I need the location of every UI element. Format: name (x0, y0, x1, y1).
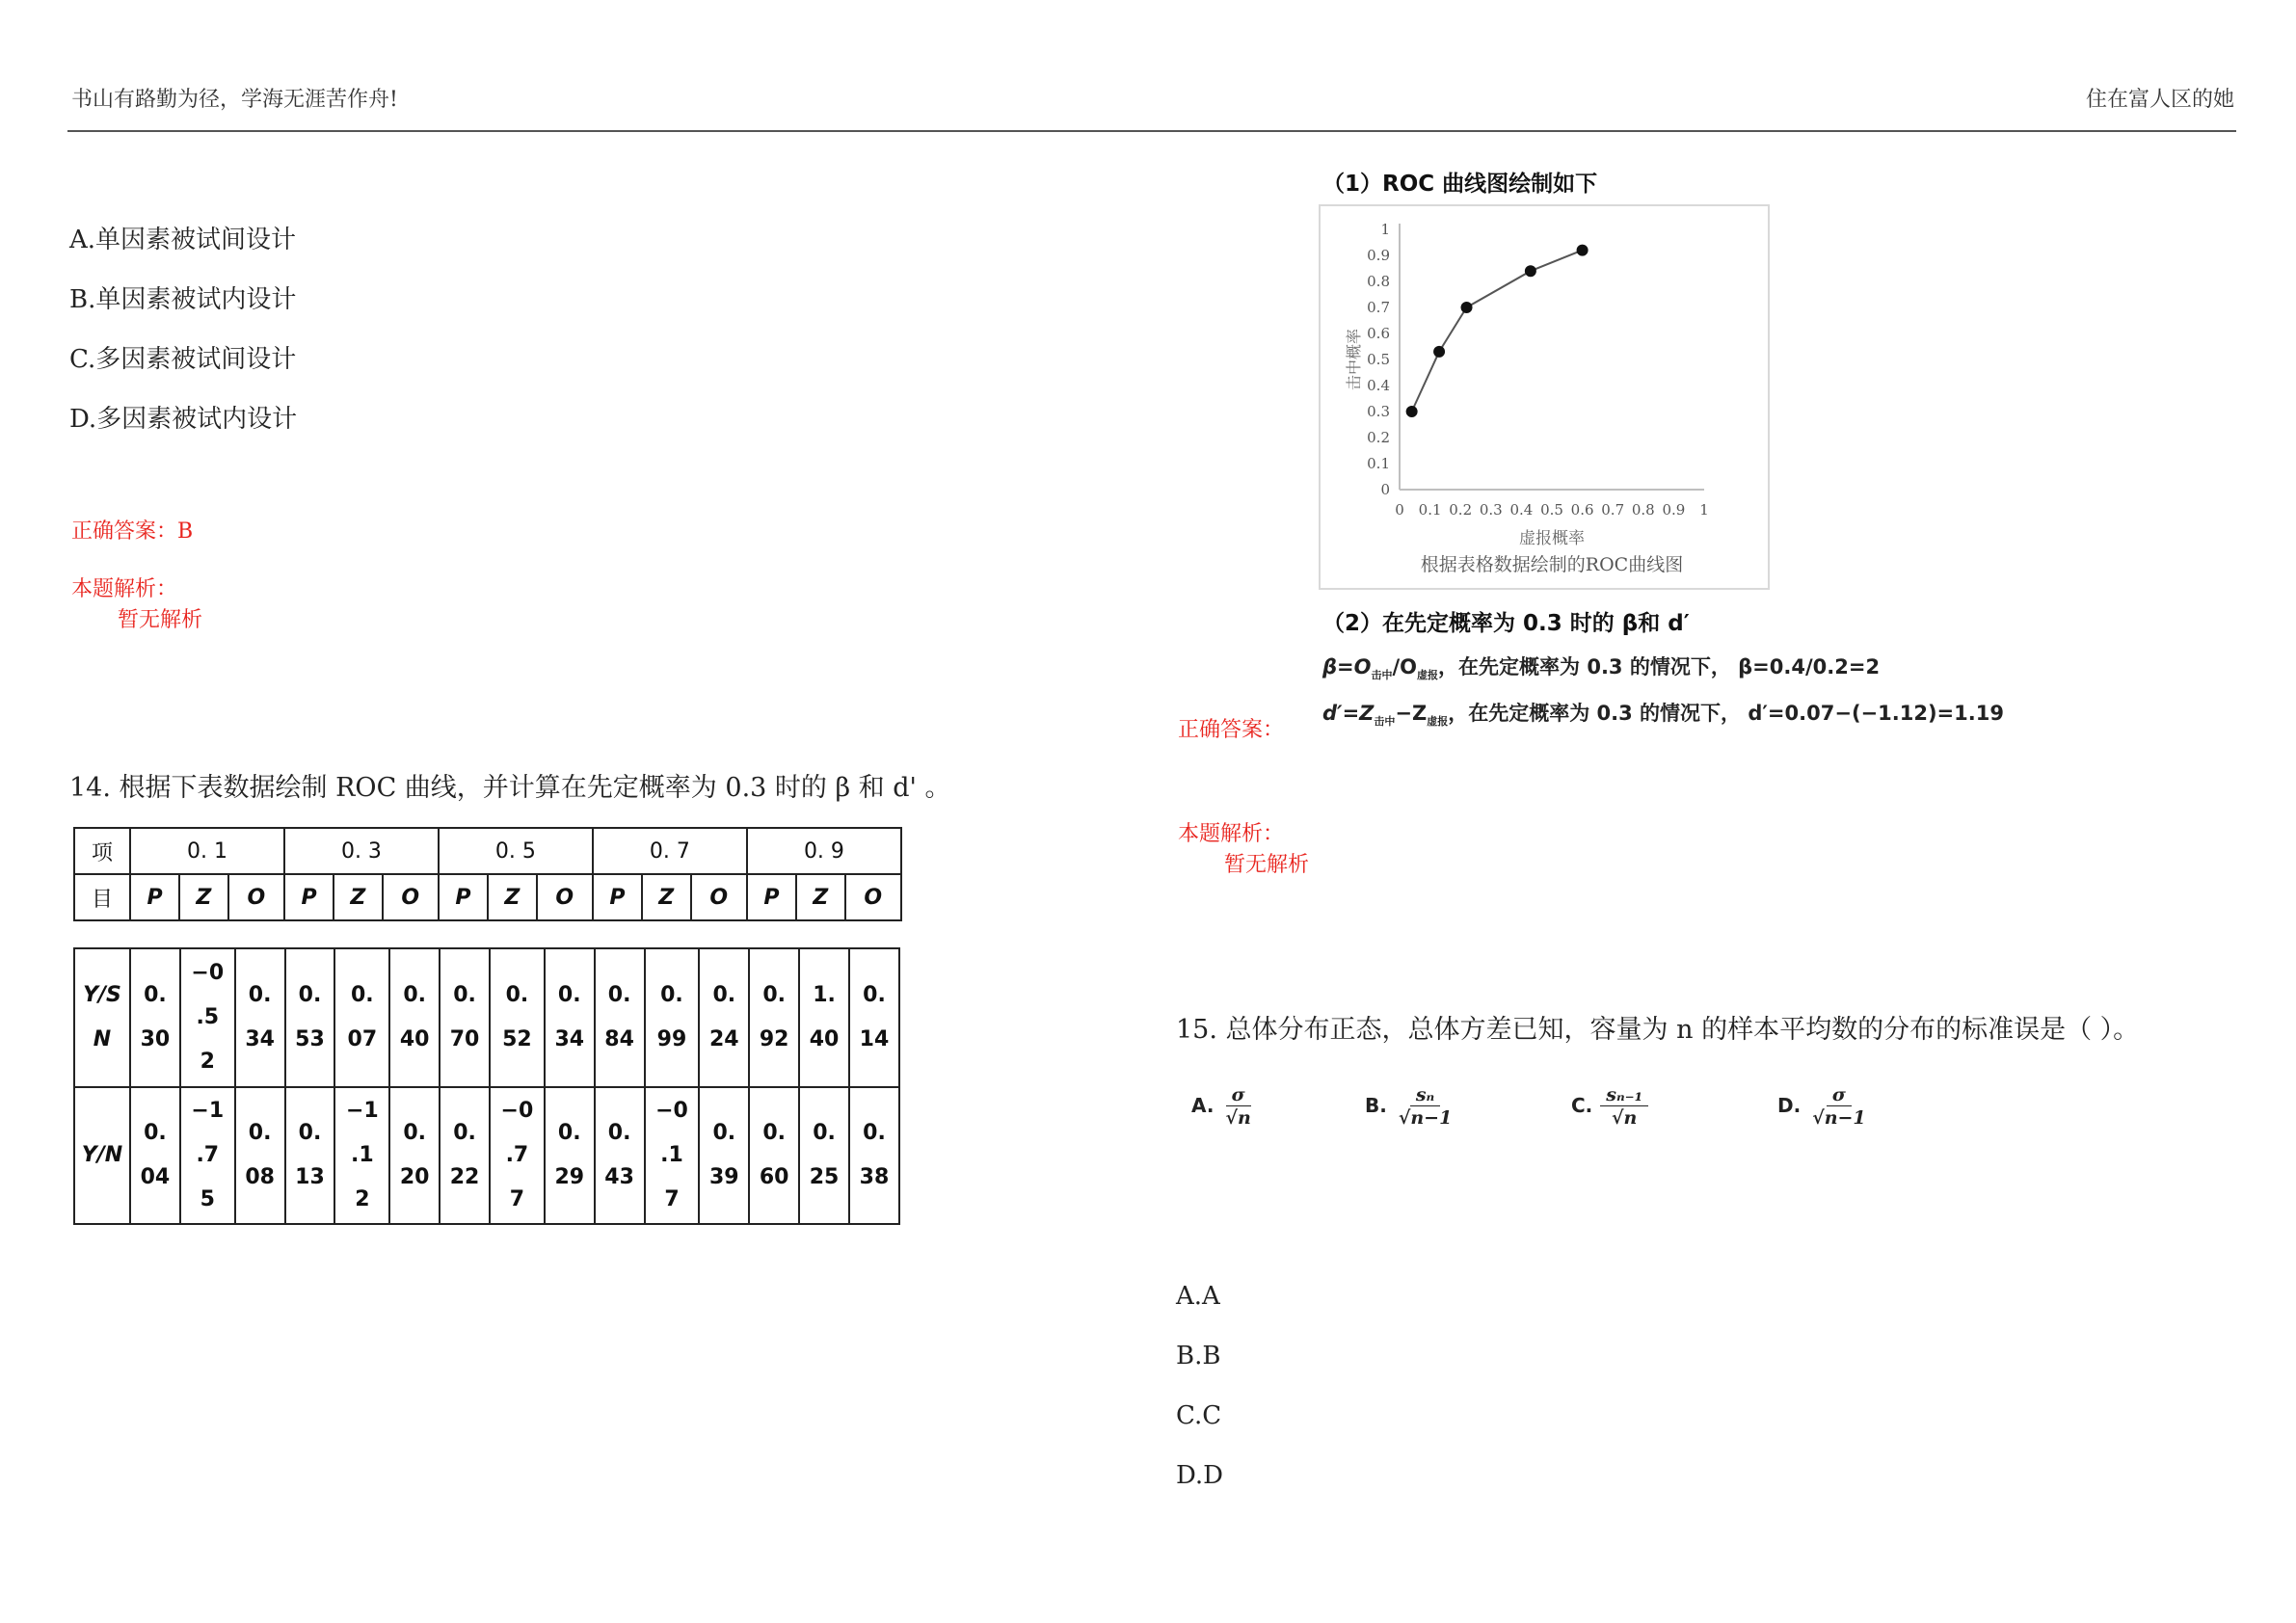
beta-formula: $\beta=O_{击中}/O_{虚报}$，在先定概率为 0.3 的情况下， β=0.4/0.2=2 (1322, 655, 1881, 682)
formula-choice-c: C. $\frac{\text{sₙ₋₁}}{√n}$ (1571, 1084, 1648, 1130)
roc-step1: （1）ROC 曲线图绘制如下 (1322, 172, 1598, 197)
data-point (1406, 406, 1418, 417)
formula-choice-a: A. $\frac{\sigma}{√n}$ (1191, 1084, 1251, 1129)
table-cell: −1 .1 2 (334, 1087, 389, 1224)
data-point (1461, 302, 1473, 313)
option-a: A.单因素被试间设计 (69, 226, 297, 254)
subcol-o: O (691, 874, 747, 920)
y-tick-label: 0.4 (1367, 377, 1390, 394)
data-point (1577, 245, 1589, 256)
roc-chart (1319, 204, 1770, 590)
subcol-z: Z (179, 874, 228, 920)
table-cell: 0. 29 (545, 1087, 595, 1224)
table-cell: 0. 25 (799, 1087, 849, 1224)
table-cell: 0. 38 (849, 1087, 899, 1224)
subcol-p: P (593, 874, 642, 920)
analysis-text: 暂无解析 (118, 608, 203, 632)
table-cell: 0. 92 (749, 948, 799, 1087)
data-table-body (73, 947, 900, 1225)
y-tick-label: 0.1 (1367, 455, 1390, 472)
table-row (74, 948, 899, 1087)
table-cell: 0. 34 (545, 948, 595, 1087)
d-prime-formula: $d'=Z_{击中}-Z_{虚报}$，在先定概率为 0.3 的情况下， d′=0.07−(−1.12)=1.19 (1322, 702, 2004, 729)
y-axis-label: 击中概率 (1345, 328, 1363, 391)
subcol-o: O (845, 874, 901, 920)
analysis-text-14: 暂无解析 (1224, 853, 1310, 877)
y-tick-label: 0.2 (1367, 429, 1390, 446)
data-point (1433, 346, 1445, 358)
row-label: Y/S N (74, 948, 130, 1087)
x-tick-label: 0.9 (1662, 501, 1686, 519)
table-cell: 0. 30 (130, 948, 180, 1087)
group-header: 0. 3 (284, 828, 439, 874)
table-cell: 0. 34 (235, 948, 285, 1087)
y-tick-label: 0.5 (1367, 351, 1390, 368)
option-d: D.多因素被试内设计 (69, 405, 298, 434)
formula-choice-b: B. $\frac{\text{sₙ}}{√n-1}$ (1365, 1084, 1453, 1129)
table-cell: 0. 39 (699, 1087, 749, 1224)
x-tick-label: 0.6 (1570, 501, 1594, 519)
table-cell: 1. 40 (799, 948, 849, 1087)
option-b: B.单因素被试内设计 (69, 285, 297, 314)
table-cell: 0. 13 (285, 1087, 335, 1224)
y-tick-label: 0.3 (1367, 403, 1390, 420)
x-tick-label: 0.2 (1449, 501, 1473, 519)
table-cell: 0. 14 (849, 948, 899, 1087)
subcol-p: P (284, 874, 334, 920)
y-tick-label: 0.9 (1367, 247, 1390, 264)
q15-option-c: C.C (1176, 1401, 1222, 1430)
analysis-label: 本题解析： (71, 577, 178, 601)
subcol-o: O (537, 874, 593, 920)
x-tick-label: 0.4 (1509, 501, 1534, 519)
chart-title: 根据表格数据绘制的ROC曲线图 (1420, 554, 1684, 575)
question-15-text: 15. 总体分布正态，总体方差已知，容量为 n 的样本平均数的分布的标准误是（ ）。 (1176, 1015, 2140, 1045)
x-tick-label: 0.5 (1540, 501, 1563, 519)
x-tick-label: 0.8 (1631, 501, 1655, 519)
table-cell: −1 .7 5 (180, 1087, 235, 1224)
question-14-text: 14. 根据下表数据绘制 ROC 曲线，并计算在先定概率为 0.3 时的 β 和 d' 。 (69, 773, 951, 803)
option-c: C.多因素被试间设计 (69, 345, 297, 374)
y-tick-label: 0.6 (1367, 325, 1390, 342)
subcol-z: Z (488, 874, 537, 920)
y-tick-label: 1 (1380, 221, 1390, 238)
answer-value: B (177, 519, 194, 544)
x-tick-label: 0.7 (1601, 501, 1625, 519)
subcol-o: O (383, 874, 439, 920)
subcol-p: P (747, 874, 796, 920)
formula-choice-d: D. $\frac{\sigma}{√n-1}$ (1777, 1084, 1866, 1129)
q15-option-d: D.D (1176, 1461, 1224, 1490)
data-table-header (73, 827, 902, 921)
table-cell: −0 .5 2 (180, 948, 235, 1087)
subcol-z: Z (796, 874, 845, 920)
table-cell: 0. 52 (490, 948, 545, 1087)
row-label: Y/N (74, 1087, 130, 1224)
table-cell: 0. 60 (749, 1087, 799, 1224)
header-divider (67, 130, 2236, 132)
subcol-p: P (439, 874, 488, 920)
table-cell: 0. 04 (130, 1087, 180, 1224)
table-cell: 0. 22 (440, 1087, 490, 1224)
subcol-p: P (130, 874, 179, 920)
y-tick-label: 0 (1380, 481, 1390, 498)
table-cell: 0. 08 (235, 1087, 285, 1224)
table-cell: 0. 40 (389, 948, 440, 1087)
data-point (1525, 265, 1536, 277)
x-tick-label: 1 (1699, 501, 1709, 519)
x-tick-label: 0.3 (1479, 501, 1503, 519)
header-motto: 书山有路勤为径，学海无涯苦作舟! (71, 88, 398, 112)
roc-step2: （2）在先定概率为 0.3 时的 β和 d′ (1322, 611, 1690, 636)
header-author: 住在富人区的她 (2085, 88, 2234, 112)
table-cell: 0. 07 (334, 948, 389, 1087)
table-cell: 0. 53 (285, 948, 335, 1087)
table-cell: 0. 99 (645, 948, 700, 1087)
x-axis-label: 虚报概率 (1519, 529, 1585, 548)
y-tick-label: 0.8 (1367, 273, 1390, 290)
table-row (74, 1087, 899, 1224)
item-header-bottom: 目 (74, 874, 130, 920)
x-tick-label: 0.1 (1418, 501, 1442, 519)
table-cell: −0 .1 7 (645, 1087, 700, 1224)
q15-option-a: A.A (1176, 1282, 1220, 1311)
x-tick-label: 0 (1395, 501, 1404, 519)
group-header: 0. 1 (130, 828, 284, 874)
answer-label-14: 正确答案： (1178, 718, 1285, 742)
table-cell: 0. 70 (440, 948, 490, 1087)
y-tick-label: 0.7 (1367, 299, 1390, 316)
table-cell: −0 .7 7 (490, 1087, 545, 1224)
analysis-label-14: 本题解析： (1178, 822, 1285, 846)
q15-option-b: B.B (1176, 1342, 1221, 1370)
table-cell: 0. 84 (595, 948, 645, 1087)
table-cell: 0. 24 (699, 948, 749, 1087)
group-header: 0. 9 (747, 828, 901, 874)
table-cell: 0. 43 (595, 1087, 645, 1224)
group-header: 0. 5 (439, 828, 593, 874)
table-cell: 0. 20 (389, 1087, 440, 1224)
subcol-z: Z (642, 874, 691, 920)
subcol-z: Z (334, 874, 383, 920)
answer-label: 正确答案：B (71, 519, 194, 544)
item-header-top: 项 (74, 828, 130, 874)
subcol-o: O (228, 874, 284, 920)
group-header: 0. 7 (593, 828, 747, 874)
